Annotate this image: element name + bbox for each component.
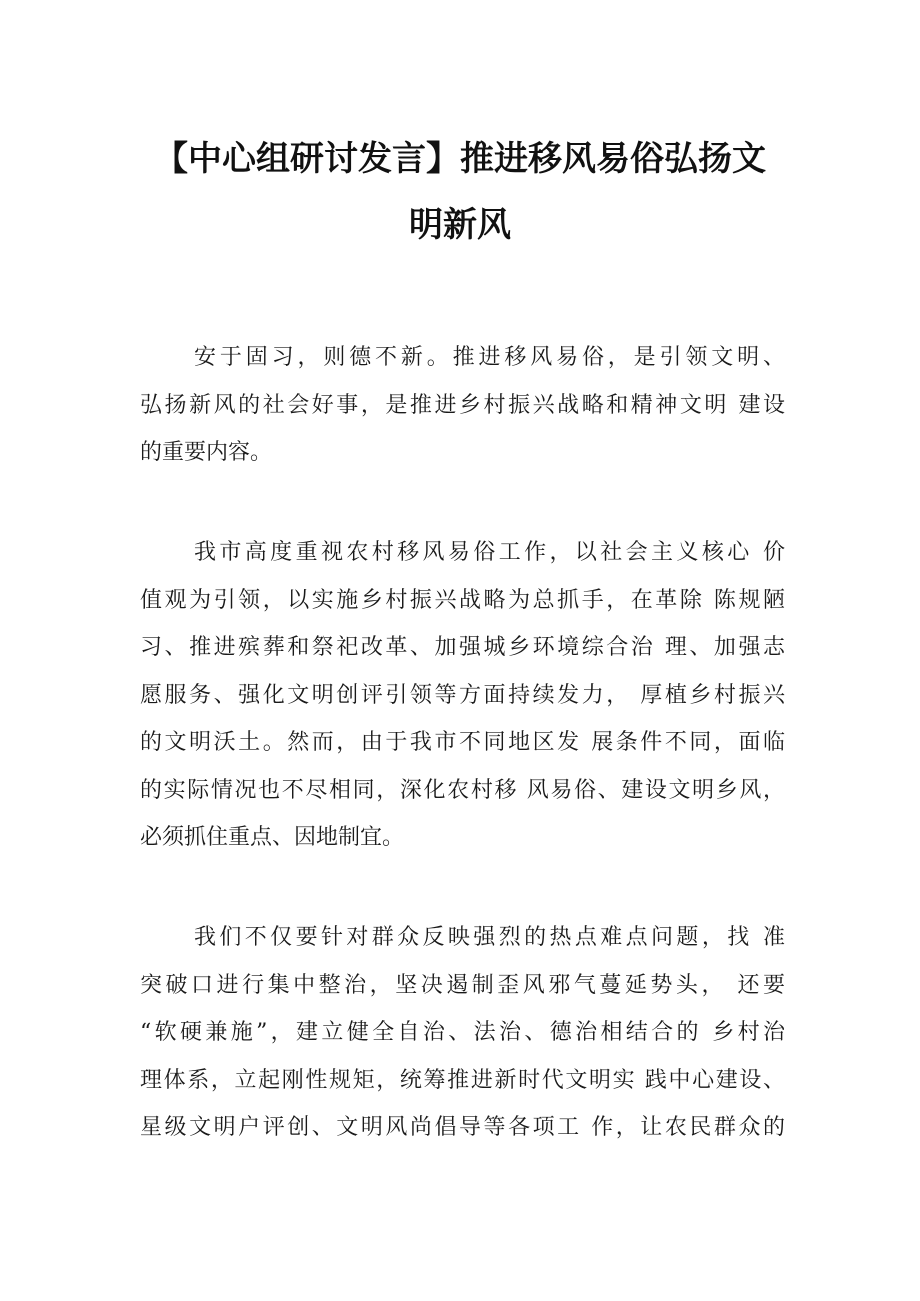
paragraph-line: 的重要内容。 <box>140 440 273 465</box>
paragraph-line: 的文明沃土。然而，由于我市不同地区发 展条件不同，面临 <box>140 730 785 755</box>
title-line-2: 明新风 <box>409 205 511 245</box>
paragraph-line: “软硬兼施”，建立健全自治、法治、德治相结合的 乡村治 <box>140 1020 785 1045</box>
paragraph-line: 习、推进殡葬和祭祀改革、加强城乡环境综合治 理、加强志 <box>140 635 785 660</box>
document-title <box>100 126 820 258</box>
paragraph-line: 愿服务、强化文明创评引领等方面持续发力， 厚植乡村振兴 <box>140 682 785 708</box>
paragraph-line: 弘扬新风的社会好事，是推进乡村振兴战略和精神文明 建设 <box>140 392 785 418</box>
paragraph-2 <box>140 529 785 862</box>
paragraph-3 <box>140 914 785 1152</box>
paragraph-line: 突破口进行集中整治，坚决遏制歪风邪气蔓延势头， 还要 <box>140 972 785 998</box>
paragraph-line: 必须抓住重点、因地制宜。 <box>140 825 405 850</box>
paragraph-line: 安于固习，则德不新。推进移风易俗，是引领文明、 <box>194 345 785 370</box>
paragraph-line: 值观为引领，以实施乡村振兴战略为总抓手，在革除 陈规陋 <box>140 587 785 613</box>
paragraph-line: 星级文明户评创、文明风尚倡导等各项工 作，让农民群众的 <box>140 1115 785 1140</box>
paragraph-line: 我市高度重视农村移风易俗工作，以社会主义核心 价 <box>194 540 785 565</box>
paragraph-1 <box>140 334 785 477</box>
paragraph-line: 我们不仅要针对群众反映强烈的热点难点问题，找 准 <box>194 925 785 950</box>
paragraph-line: 理体系，立起刚性规矩，统筹推进新时代文明实 践中心建设、 <box>140 1067 785 1093</box>
paragraph-line: 的实际情况也不尽相同，深化农村移 风易俗、建设文明乡风， <box>140 777 785 803</box>
title-line-1: 【中心组研讨发言】推进移风易俗弘扬文 <box>154 139 766 179</box>
